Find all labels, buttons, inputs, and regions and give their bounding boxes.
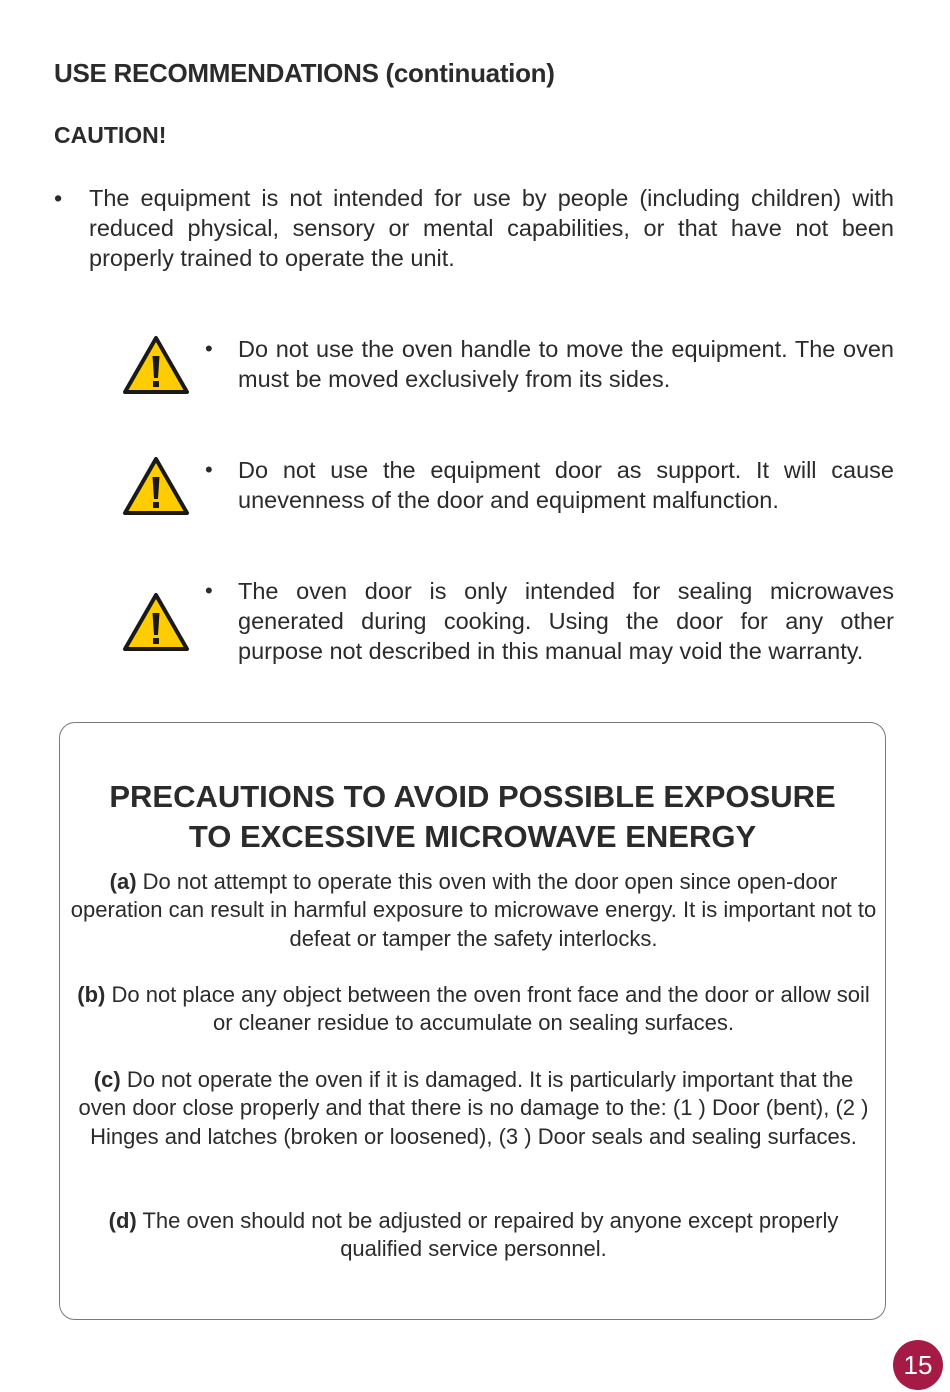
precaution-text: Do not place any object between the oven front face and the door or allow soil or cleaner residue to accumulate on sealing surfaces. xyxy=(111,982,870,1036)
list-item-text: The equipment is not intended for use by people (including children) with reduced physical, sensory or mental capabilities, or that have not been properly trained to operate the unit. xyxy=(89,185,894,271)
precaution-paragraph xyxy=(70,1066,877,1151)
precaution-text: Do not attempt to operate this oven with the door open since open-door operation can result in harmful exposure to microwave energy. It is important not to defeat or tamper the safety interlocks. xyxy=(70,869,877,951)
precaution-paragraph xyxy=(70,981,877,1038)
section-title: USE RECOMMENDATIONS (continuation) xyxy=(54,58,555,88)
precautions-title xyxy=(60,777,885,857)
precautions-title-line: TO EXCESSIVE MICROWAVE ENERGY xyxy=(188,819,757,854)
precaution-label: (a) xyxy=(109,869,137,894)
warning-item xyxy=(122,455,894,515)
warning-item xyxy=(122,334,894,394)
bullet-dot: • xyxy=(54,185,63,211)
caution-heading: CAUTION! xyxy=(54,122,167,148)
precaution-paragraph xyxy=(70,868,877,953)
precaution-label: (b) xyxy=(77,982,106,1007)
precaution-paragraph xyxy=(70,1207,877,1264)
warning-triangle-icon xyxy=(122,591,190,653)
warning-item xyxy=(122,576,894,666)
warning-triangle-icon xyxy=(122,455,190,517)
bullet-dot: • xyxy=(205,457,213,482)
precaution-text: The oven should not be adjusted or repaired by anyone except properly qualified service personnel. xyxy=(142,1208,839,1262)
precaution-label: (c) xyxy=(93,1067,121,1092)
precautions-box xyxy=(59,722,886,1320)
bullet-dot: • xyxy=(205,336,213,361)
precaution-label: (d) xyxy=(108,1208,137,1233)
warning-text: The oven door is only intended for sealing microwaves generated during cooking. Using the door for any other purpose not described in this manual may void the warranty. xyxy=(238,578,894,664)
page-number-badge: 15 xyxy=(893,1340,943,1390)
warning-text: Do not use the oven handle to move the equipment. The oven must be moved exclusively from its sides. xyxy=(238,336,894,392)
list-item xyxy=(54,183,894,273)
bullet-dot: • xyxy=(205,578,213,603)
precautions-title-line: PRECAUTIONS TO AVOID POSSIBLE EXPOSURE xyxy=(109,779,836,814)
warning-text: Do not use the equipment door as support. It will cause unevenness of the door and equipment malfunction. xyxy=(238,457,894,513)
warning-triangle-icon xyxy=(122,334,190,396)
precaution-text: Do not operate the oven if it is damaged. It is particularly important that the oven door close properly and that there is no damage to the: (1 ) Door (bent), (2 ) Hinges and latches (broken or loosened), (3 ) Door seals and sealing surfaces. xyxy=(78,1067,869,1149)
